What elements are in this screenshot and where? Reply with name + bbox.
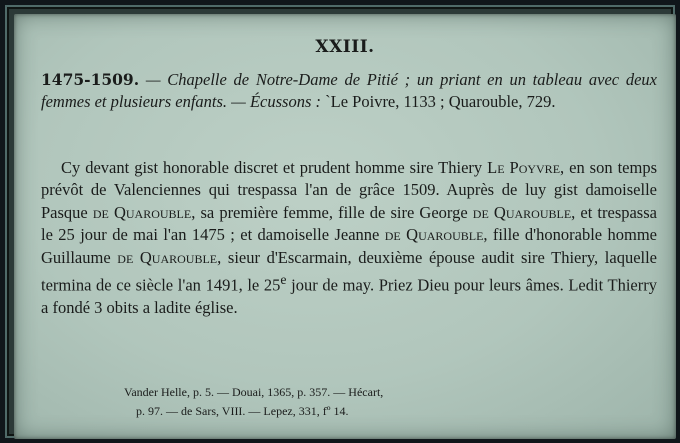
entry-description xyxy=(41,69,657,114)
inscription-text-7: jour de may. Priez Dieu pour leurs âmes. Ledit Thierry a fondé 3 obits a ladite église. xyxy=(41,275,657,317)
references-line-1: Vander Helle, p. 5. — Douai, 1365, p. 357. — Hécart, xyxy=(124,385,384,399)
inscription-text-5: , fille d'honorable homme Guillaume xyxy=(41,225,658,267)
entry-number-heading: XXIII. xyxy=(315,37,375,57)
references xyxy=(124,383,644,421)
inscription-name-3: de Quarouble xyxy=(472,202,572,222)
entry-arms: `Le Poivre, 1133 ; Quarouble, 729. xyxy=(321,92,556,112)
document-page xyxy=(14,14,676,439)
inscription-superscript: e xyxy=(280,272,287,288)
entry-note: — Chapelle de Notre-Dame de Pitié ; un priant en un tableau avec deux femmes et plusieurs enfants. — Écussons : xyxy=(41,70,657,112)
inscription-name-2: de Quarouble xyxy=(92,202,192,222)
references-line-2: p. 97. — de Sars, VIII. — Lepez, 331, fº 14. xyxy=(136,404,349,418)
inscription-text-1: Cy devant gist honorable discret et prudent homme sire Thiery xyxy=(61,158,488,177)
inscription-name-4: de Quarouble xyxy=(384,225,484,245)
inscription-text-4: , et trespassa le 25 jour de mai l'an 1475 ; et damoiselle Jeanne xyxy=(41,202,657,245)
inscription-name-5: de Quarouble xyxy=(117,247,218,267)
epitaph-inscription xyxy=(41,157,657,319)
inscription-text-6: , sieur d'Escarmain, deuxième épouse audit sire Thiery, laquelle termina de ce siècle l'an 1491, le 25 xyxy=(41,247,658,295)
inscription-text-2: , en son temps prévôt de Valenciennes qui trespassa l'an de grâce 1509. Auprès de luy gist damoiselle Pasque xyxy=(41,158,657,222)
entry-date: 1475-1509. xyxy=(41,70,140,89)
inscription-name-1: Le Poyvre xyxy=(487,158,561,177)
inscription-text-3: , sa première femme, fille de sire George xyxy=(191,202,473,222)
